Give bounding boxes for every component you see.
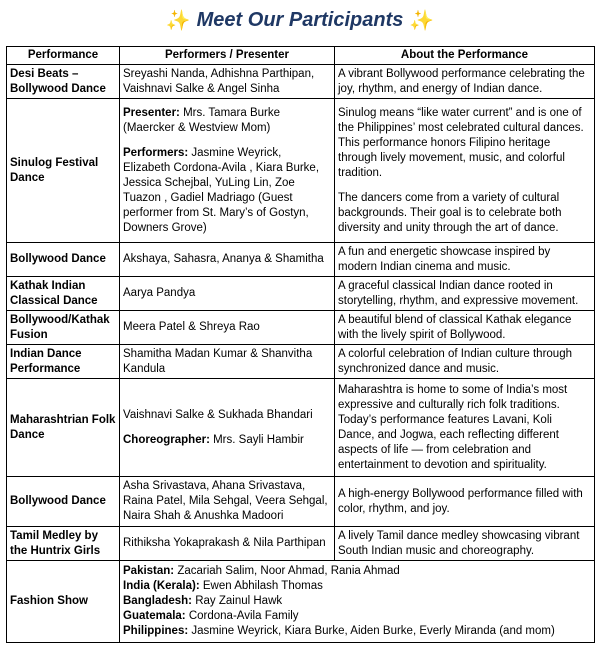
table-row <box>7 345 595 379</box>
choreographer-line <box>123 433 331 448</box>
performers-cell <box>120 99 335 243</box>
country-label: Philippines: <box>123 625 189 637</box>
about-cell: A vibrant Bollywood performance celebrating the joy, rhythm, and energy of Indian dance. <box>335 65 595 99</box>
table-row <box>7 561 595 643</box>
country-label: Bangladesh: <box>123 595 193 607</box>
performers-names: Vaishnavi Salke & Sukhada Bhandari <box>123 408 313 421</box>
performers-names: Jasmine Weyrick, Elizabeth Cordona-Avila , Kiara Burke, Jessica Schejbal, YuLing Lin, Zoe Tuazon , Gadiel Madriago (Guest performer from St. Mary’s of Gostyn, Downers Grove) <box>123 146 320 234</box>
choreographer-name: Mrs. Sayli Hambir <box>209 433 304 446</box>
country-names: Jasmine Weyrick, Kiara Burke, Aiden Burke, Everly Miranda (and mom) <box>188 625 555 637</box>
performance-cell: Bollywood Dance <box>7 477 120 527</box>
table-row <box>7 243 595 277</box>
country-line <box>123 609 591 624</box>
table-row <box>7 379 595 477</box>
performers-line <box>123 146 331 236</box>
table-row <box>7 277 595 311</box>
about-cell <box>335 99 595 243</box>
performance-cell: Bollywood Dance <box>7 243 120 277</box>
performers-cell: Asha Srivastava, Ahana Srivastava, Raina Patel, Mila Sehgal, Veera Sehgal, Naira Shah & Anushka Madoori <box>120 477 335 527</box>
performance-cell: Sinulog Festival Dance <box>7 99 120 243</box>
country-line <box>123 564 591 579</box>
table-header-row <box>7 47 595 65</box>
country-names: Ray Zainul Hawk <box>192 595 283 607</box>
performance-cell: Kathak Indian Classical Dance <box>7 277 120 311</box>
performers-cell: Meera Patel & Shreya Rao <box>120 311 335 345</box>
performers-cell: Akshaya, Sahasra, Ananya & Shamitha <box>120 243 335 277</box>
performance-cell: Fashion Show <box>7 561 120 643</box>
about-paragraph: Sinulog means “like water current” and is one of the Philippines’ most celebrated cultural dances. This performance honors Filipino heritage through lively movement, music, and colorful tradition. <box>338 106 584 179</box>
performance-cell: Tamil Medley by the Huntrix Girls <box>7 527 120 561</box>
about-cell: A beautiful blend of classical Kathak elegance with the lively spirit of Bollywood. <box>335 311 595 345</box>
performance-cell: Bollywood/Kathak Fusion <box>7 311 120 345</box>
sparkles-icon: ✨ <box>409 8 435 32</box>
country-names: Zacariah Salim, Noor Ahmad, Rania Ahmad <box>174 565 400 577</box>
performance-cell: Maharashtrian Folk Dance <box>7 379 120 477</box>
country-label: India (Kerala): <box>123 580 200 592</box>
table-row <box>7 477 595 527</box>
sparkles-icon: ✨ <box>165 8 191 32</box>
performers-cell: Shamitha Madan Kumar & Shanvitha Kandula <box>120 345 335 379</box>
column-header-performers: Performers / Presenter <box>120 47 335 65</box>
table-row <box>7 311 595 345</box>
performers-label: Performers: <box>123 146 189 159</box>
table-row <box>7 527 595 561</box>
about-cell: A colorful celebration of Indian culture through synchronized dance and music. <box>335 345 595 379</box>
performers-cell: Sreyashi Nanda, Adhishna Parthipan, Vaishnavi Salke & Angel Sinha <box>120 65 335 99</box>
performance-cell: Indian Dance Performance <box>7 345 120 379</box>
country-line <box>123 594 591 609</box>
performers-cell <box>120 379 335 477</box>
about-cell: A graceful classical Indian dance rooted in storytelling, rhythm, and expressive movement. <box>335 277 595 311</box>
performers-cell: Aarya Pandya <box>120 277 335 311</box>
about-cell: Maharashtra is home to some of India’s most expressive and culturally rich folk traditions. Today’s performance features Lavani, Koli Dance, and Jogwa, each reflecting different aspects of life — from celebration and entertainment to devotion and spirituality. <box>335 379 595 477</box>
country-names: Ewen Abhilash Thomas <box>199 580 323 592</box>
table-row <box>7 65 595 99</box>
performers-cell: Rithiksha Yokaprakash & Nila Parthipan <box>120 527 335 561</box>
choreographer-label: Choreographer: <box>123 433 210 446</box>
country-label: Pakistan: <box>123 565 175 577</box>
participants-table <box>6 46 595 643</box>
presenter-name: Mrs. Tamara Burke (Maercker & Westview Mom) <box>123 106 281 134</box>
about-cell: A fun and energetic showcase inspired by modern Indian cinema and music. <box>335 243 595 277</box>
about-cell: A lively Tamil dance medley showcasing vibrant South Indian music and choreography. <box>335 527 595 561</box>
country-line <box>123 579 591 594</box>
country-names: Cordona-Avila Family <box>185 610 299 622</box>
presenter-label: Presenter: <box>123 106 180 119</box>
about-paragraph: The dancers come from a variety of cultural backgrounds. Their goal is to celebrate both diversity and unity through the art of dance. <box>338 191 562 234</box>
about-cell: A high-energy Bollywood performance filled with color, rhythm, and joy. <box>335 477 595 527</box>
fashion-show-participants-cell <box>120 561 595 643</box>
performance-cell: Desi Beats – Bollywood Dance <box>7 65 120 99</box>
country-line <box>123 624 591 639</box>
column-header-performance: Performance <box>7 47 120 65</box>
country-label: Guatemala: <box>123 610 186 622</box>
column-header-about: About the Performance <box>335 47 595 65</box>
page-title: Meet Our Participants <box>196 8 404 31</box>
page-header <box>0 0 600 40</box>
table-row <box>7 99 595 243</box>
presenter-line <box>123 106 331 136</box>
